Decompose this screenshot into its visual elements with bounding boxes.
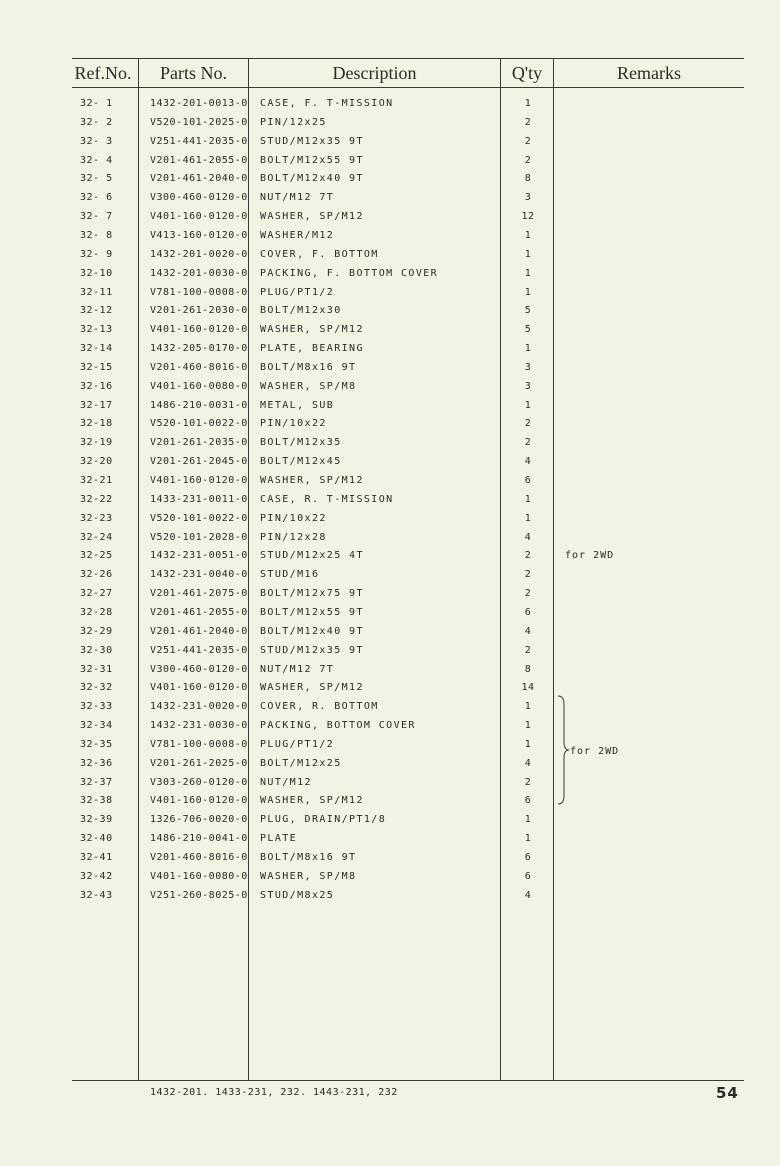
table-row <box>0 585 780 604</box>
part-number-cell: V201-460-8016-0 <box>150 852 248 863</box>
quantity-cell: 8 <box>524 663 532 675</box>
description-cell: WASHER, SP/M12 <box>260 682 364 694</box>
footer-model-note: 1432-201. 1433-231, 232. 1443-231, 232 <box>150 1087 398 1098</box>
header-parts-no: Parts No. <box>160 63 227 83</box>
part-number-cell: V201-261-2025-0 <box>150 757 248 769</box>
part-number-cell: V201-261-2035-0 <box>150 437 248 449</box>
quantity-cell: 2 <box>524 116 532 128</box>
part-number-cell: V201-261-2045-0 <box>150 456 248 468</box>
part-number-cell: V251-441-2035-0 <box>150 644 248 656</box>
quantity-cell: 5 <box>524 305 532 317</box>
ref-cell: 32- 8 <box>80 229 113 241</box>
table-row <box>0 491 780 510</box>
description-cell: WASHER/M12 <box>260 229 335 241</box>
part-number-cell: V201-460-8016-0 <box>150 361 248 373</box>
quantity-cell: 4 <box>524 625 532 637</box>
part-number-cell: V300-460-0120-0 <box>150 192 248 204</box>
description-cell: BOLT/M12x55 9T <box>260 154 364 166</box>
quantity-cell: 3 <box>524 361 532 373</box>
table-row <box>0 453 780 472</box>
table-row <box>0 736 780 755</box>
description-cell: PACKING, F. BOTTOM COVER <box>260 267 439 279</box>
table-row <box>0 604 780 623</box>
part-number-cell: 1432-231-0051-0 <box>150 550 248 562</box>
ref-cell: 32-14 <box>80 343 113 355</box>
table-row <box>0 265 780 284</box>
quantity-cell: 4 <box>524 531 532 543</box>
quantity-cell: 6 <box>524 795 532 807</box>
ref-cell: 32-17 <box>80 399 113 411</box>
description-cell: STUD/M8x25 <box>260 889 335 901</box>
part-number-cell: V201-261-2030-0 <box>150 305 248 317</box>
part-number-cell: 1432-201-0030-0 <box>150 267 248 279</box>
ref-cell: 32-34 <box>80 720 113 732</box>
part-number-cell: V303-260-0120-0 <box>150 776 248 788</box>
ref-cell: 32- 3 <box>80 135 113 147</box>
part-number-cell: 1432-201-0013-0 <box>150 98 248 109</box>
part-number-cell: V201-461-2055-0 <box>150 154 248 166</box>
description-cell: BOLT/M12x25 <box>260 757 342 769</box>
ref-cell: 32-29 <box>80 625 113 637</box>
description-cell: WASHER, SP/M8 <box>260 870 357 882</box>
ref-cell: 32-20 <box>80 456 113 468</box>
group-brace <box>556 694 570 806</box>
description-cell: STUD/M12x35 9T <box>260 135 364 147</box>
table-row <box>0 95 780 114</box>
description-cell: BOLT/M12x40 9T <box>260 625 364 637</box>
quantity-cell: 5 <box>524 324 532 336</box>
description-cell: PLUG/PT1/2 <box>260 286 335 298</box>
quantity-cell: 2 <box>524 588 532 600</box>
ref-cell: 32-23 <box>80 512 113 524</box>
table-row <box>0 811 780 830</box>
description-cell: NUT/M12 7T <box>260 663 335 675</box>
table-row <box>0 623 780 642</box>
ref-cell: 32-13 <box>80 324 113 336</box>
table-row <box>0 887 780 906</box>
part-number-cell: V401-160-0120-0 <box>150 682 248 694</box>
table-row <box>0 774 780 793</box>
ref-cell: 32-19 <box>80 437 113 449</box>
part-number-cell: 1432-231-0040-0 <box>150 569 248 581</box>
part-number-cell: V251-260-8025-0 <box>150 889 248 901</box>
description-cell: WASHER, SP/M12 <box>260 324 364 336</box>
description-cell: COVER, F. BOTTOM <box>260 248 379 260</box>
description-cell: PIN/10x22 <box>260 512 327 524</box>
ref-cell: 32-22 <box>80 493 113 505</box>
part-number-cell: 1432-201-0020-0 <box>150 248 248 260</box>
table-row <box>0 717 780 736</box>
description-cell: BOLT/M12x55 9T <box>260 606 364 618</box>
table-row <box>0 302 780 321</box>
quantity-cell: 1 <box>524 98 532 109</box>
quantity-cell: 1 <box>524 286 532 298</box>
table-row <box>0 510 780 529</box>
table-row <box>0 152 780 171</box>
quantity-cell: 1 <box>524 720 532 732</box>
description-cell: PLATE, BEARING <box>260 343 364 355</box>
ref-cell: 32- 1 <box>80 98 113 109</box>
table-header-rule <box>72 87 744 88</box>
ref-cell: 32-40 <box>80 833 113 845</box>
table-row <box>0 114 780 133</box>
description-cell: COVER, R. BOTTOM <box>260 701 379 713</box>
description-cell: CASE, R. T-MISSION <box>260 493 394 505</box>
header-description: Description <box>332 63 417 83</box>
ref-cell: 32- 2 <box>80 116 113 128</box>
quantity-cell: 1 <box>524 343 532 355</box>
description-cell: PIN/12x25 <box>260 116 327 128</box>
table-row <box>0 359 780 378</box>
part-number-cell: V251-441-2035-0 <box>150 135 248 147</box>
description-cell: NUT/M12 <box>260 776 312 788</box>
ref-cell: 32- 6 <box>80 192 113 204</box>
description-cell: STUD/M12x25 4T <box>260 550 364 562</box>
ref-cell: 32-24 <box>80 531 113 543</box>
ref-cell: 32-12 <box>80 305 113 317</box>
description-cell: PIN/10x22 <box>260 418 327 430</box>
part-number-cell: 1486-210-0031-0 <box>150 399 248 411</box>
ref-cell: 32-28 <box>80 606 113 618</box>
part-number-cell: V401-160-0120-0 <box>150 324 248 336</box>
table-row <box>0 434 780 453</box>
description-cell: PLATE <box>260 833 298 845</box>
part-number-cell: V520-101-0022-0 <box>150 418 248 430</box>
quantity-cell: 1 <box>524 229 532 241</box>
table-row <box>0 208 780 227</box>
table-row <box>0 868 780 887</box>
part-number-cell: V413-160-0120-0 <box>150 229 248 241</box>
part-number-cell: V520-101-2028-0 <box>150 531 248 543</box>
header-remarks: Remarks <box>617 63 681 83</box>
ref-cell: 32-21 <box>80 475 113 486</box>
quantity-cell: 2 <box>524 418 532 430</box>
ref-cell: 32-36 <box>80 757 113 769</box>
part-number-cell: V201-461-2040-0 <box>150 173 248 185</box>
table-row <box>0 246 780 265</box>
ref-cell: 32-38 <box>80 795 113 807</box>
quantity-cell: 6 <box>524 852 532 863</box>
quantity-cell: 1 <box>524 493 532 505</box>
ref-cell: 32-26 <box>80 569 113 581</box>
table-row <box>0 170 780 189</box>
part-number-cell: V201-461-2055-0 <box>150 606 248 618</box>
ref-cell: 32-43 <box>80 889 113 901</box>
quantity-cell: 2 <box>524 569 532 581</box>
table-row <box>0 529 780 548</box>
ref-cell: 32-10 <box>80 267 113 279</box>
table-row <box>0 661 780 680</box>
part-number-cell: 1432-231-0030-0 <box>150 720 248 732</box>
ref-cell: 32-18 <box>80 418 113 430</box>
quantity-cell: 1 <box>524 833 532 845</box>
quantity-cell: 12 <box>521 211 535 223</box>
part-number-cell: V401-160-0120-0 <box>150 795 248 807</box>
description-cell: STUD/M16 <box>260 569 320 581</box>
description-cell: BOLT/M12x30 <box>260 305 342 317</box>
ref-cell: 32-25 <box>80 550 113 562</box>
table-row <box>0 755 780 774</box>
description-cell: PLUG/PT1/2 <box>260 738 335 750</box>
description-cell: CASE, F. T-MISSION <box>260 98 394 109</box>
quantity-cell: 4 <box>524 757 532 769</box>
description-cell: BOLT/M8x16 9T <box>260 361 357 373</box>
table-row <box>0 284 780 303</box>
table-row <box>0 849 780 868</box>
description-cell: WASHER, SP/M8 <box>260 380 357 392</box>
ref-cell: 32- 4 <box>80 154 113 166</box>
ref-cell: 32-16 <box>80 380 113 392</box>
quantity-cell: 1 <box>524 399 532 411</box>
part-number-cell: V401-160-0080-0 <box>150 380 248 392</box>
description-cell: BOLT/M12x40 9T <box>260 173 364 185</box>
part-number-cell: V781-100-0008-0 <box>150 738 248 750</box>
description-cell: BOLT/M12x45 <box>260 456 342 468</box>
quantity-cell: 2 <box>524 154 532 166</box>
part-number-cell: V520-101-0022-0 <box>150 512 248 524</box>
ref-cell: 32-33 <box>80 701 113 713</box>
ref-cell: 32-27 <box>80 588 113 600</box>
quantity-cell: 1 <box>524 248 532 260</box>
part-number-cell: 1433-231-0011-0 <box>150 493 248 505</box>
description-cell: PACKING, BOTTOM COVER <box>260 720 416 732</box>
part-number-cell: V781-100-0008-0 <box>150 286 248 298</box>
part-number-cell: V300-460-0120-0 <box>150 663 248 675</box>
header-ref-no: Ref.No. <box>74 63 132 83</box>
part-number-cell: 1486-210-0041-0 <box>150 833 248 845</box>
part-number-cell: 1432-205-0170-0 <box>150 343 248 355</box>
table-row <box>0 321 780 340</box>
ref-cell: 32-41 <box>80 852 113 863</box>
ref-cell: 32- 5 <box>80 173 113 185</box>
part-number-cell: 1432-231-0020-0 <box>150 701 248 713</box>
table-row <box>0 566 780 585</box>
table-row <box>0 397 780 416</box>
quantity-cell: 4 <box>524 456 532 468</box>
table-bottom-rule <box>72 1080 744 1081</box>
ref-cell: 32- 7 <box>80 211 113 223</box>
table-row <box>0 378 780 397</box>
quantity-cell: 1 <box>524 814 532 826</box>
description-cell: NUT/M12 7T <box>260 192 335 204</box>
ref-cell: 32-39 <box>80 814 113 826</box>
quantity-cell: 2 <box>524 776 532 788</box>
table-row <box>0 472 780 491</box>
ref-cell: 32-32 <box>80 682 113 694</box>
header-qty: Q'ty <box>511 63 543 83</box>
part-number-cell: V401-160-0120-0 <box>150 475 248 486</box>
description-cell: BOLT/M12x75 9T <box>260 588 364 600</box>
table-row <box>0 642 780 661</box>
quantity-cell: 6 <box>524 870 532 882</box>
quantity-cell: 1 <box>524 267 532 279</box>
ref-cell: 32-15 <box>80 361 113 373</box>
group-remark: for 2WD <box>570 746 620 757</box>
part-number-cell: V201-461-2075-0 <box>150 588 248 600</box>
description-cell: WASHER, SP/M12 <box>260 475 364 486</box>
quantity-cell: 1 <box>524 701 532 713</box>
table-top-rule <box>72 58 744 59</box>
page-number: 54 <box>716 1084 739 1102</box>
description-cell: WASHER, SP/M12 <box>260 211 364 223</box>
ref-cell: 32-37 <box>80 776 113 788</box>
quantity-cell: 14 <box>521 682 535 694</box>
description-cell: STUD/M12x35 9T <box>260 644 364 656</box>
quantity-cell: 6 <box>524 606 532 618</box>
quantity-cell: 2 <box>524 437 532 449</box>
table-row <box>0 792 780 811</box>
table-row <box>0 227 780 246</box>
description-cell: BOLT/M12x35 <box>260 437 342 449</box>
table-row <box>0 133 780 152</box>
table-row <box>0 415 780 434</box>
table-row <box>0 830 780 849</box>
quantity-cell: 6 <box>524 475 532 486</box>
ref-cell: 32-30 <box>80 644 113 656</box>
part-number-cell: V201-461-2040-0 <box>150 625 248 637</box>
quantity-cell: 1 <box>524 738 532 750</box>
quantity-cell: 2 <box>524 550 532 562</box>
table-row <box>0 189 780 208</box>
quantity-cell: 2 <box>524 135 532 147</box>
quantity-cell: 8 <box>524 173 532 185</box>
description-cell: WASHER, SP/M12 <box>260 795 364 807</box>
description-cell: PIN/12x28 <box>260 531 327 543</box>
table-row <box>0 698 780 717</box>
ref-cell: 32-42 <box>80 870 113 882</box>
remarks-cell: for 2WD <box>565 550 615 562</box>
part-number-cell: V401-160-0120-0 <box>150 211 248 223</box>
quantity-cell: 2 <box>524 644 532 656</box>
ref-cell: 32-35 <box>80 738 113 750</box>
quantity-cell: 4 <box>524 889 532 901</box>
quantity-cell: 3 <box>524 192 532 204</box>
part-number-cell: 1326-706-0020-0 <box>150 814 248 826</box>
ref-cell: 32-11 <box>80 286 113 298</box>
ref-cell: 32-31 <box>80 663 113 675</box>
table-row <box>0 547 780 566</box>
table-row <box>0 340 780 359</box>
description-cell: METAL, SUB <box>260 399 335 411</box>
part-number-cell: V520-101-2025-0 <box>150 116 248 128</box>
description-cell: BOLT/M8x16 9T <box>260 852 357 863</box>
description-cell: PLUG, DRAIN/PT1/8 <box>260 814 387 826</box>
quantity-cell: 3 <box>524 380 532 392</box>
quantity-cell: 1 <box>524 512 532 524</box>
ref-cell: 32- 9 <box>80 248 113 260</box>
part-number-cell: V401-160-0080-0 <box>150 870 248 882</box>
table-row <box>0 679 780 698</box>
